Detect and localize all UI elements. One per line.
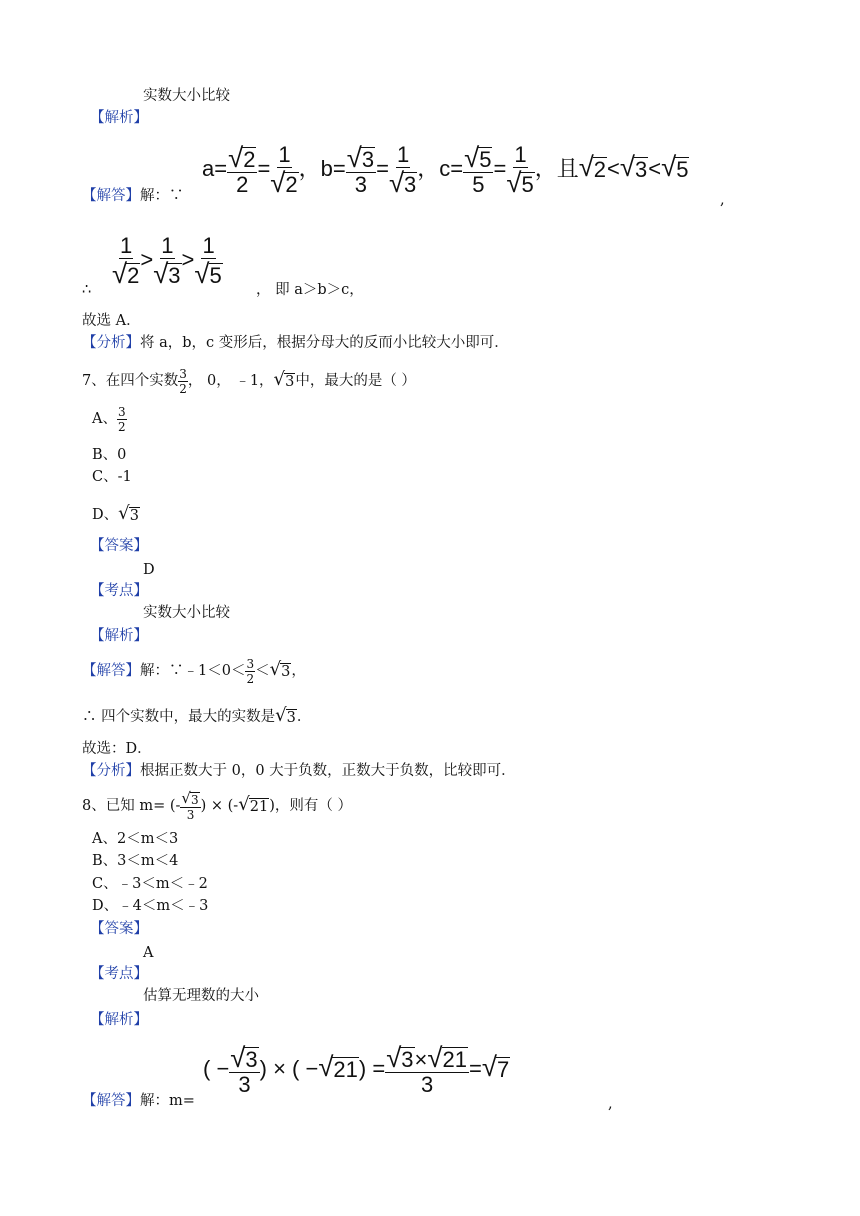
trailing-comma-8: , [608,1096,613,1112]
q7-option-a: A、 $\frac{3}{2}$ [92,404,126,434]
answer-7: D [143,562,155,578]
q8-stem: 8、已知 m= (- √ 3 3 ) × (- √ 21 )，则有（ ） [82,789,352,822]
trailing-comma-6: , [720,192,725,208]
jiexi-tag-6: 【解析】 [90,110,148,126]
daan-tag-8: 【答案】 [90,921,148,937]
jiexi-tag-8: 【解析】 [90,1012,148,1028]
c-label: ，c= [417,156,464,181]
q7-jieda: 【解答】解：∵﹣1＜0＜ $\frac{3}{2}$ ＜ √ 3 ， [82,656,306,686]
kaodian-text-7: 实数大小比较 [143,605,230,621]
guxuan-6: 故选 A． [82,313,141,329]
ji-text-6: ， 即 a＞b＞c， [256,282,364,298]
q8-option-d: D、﹣4＜m＜﹣3 [92,898,209,914]
fenxi-line-6 [82,333,509,353]
fenxi-tag-6: 【分析】 [82,335,140,351]
daan-tag-7: 【答案】 [90,538,148,554]
fenxi-text-6: 将 a，b，c 变形后，根据分母大的反而小比较大小即可． [140,335,509,351]
q7-option-b: B、0 [92,447,127,463]
formula-reciprocals: 1 √ 2 > 1 √ 3 > 1 √ 5 [112,232,222,289]
kaodian-text-6: 实数大小比较 [143,88,230,104]
therefore-6: ∴ [82,282,92,298]
formula-m: ( − √ 3 3 ) × ( − √ 21 ) = √ 3 × √ 21 3 = √ 7 [203,1041,510,1098]
kaodian-tag-7: 【考点】 [90,583,148,599]
q7-stem: 7、在四个实数 $\frac{3}{2}$ ， 0， ﹣1， √ 3 中，最大的是（ ） [82,366,416,396]
kaodian-tag-8: 【考点】 [90,966,148,982]
answer-8: A [143,945,154,961]
kaodian-text-8: 估算无理数的大小 [143,988,259,1004]
q7-option-d: D、 √ 3 [92,503,139,524]
q8-option-b: B、3＜m＜4 [92,853,179,869]
q7-option-c: C、-1 [92,469,132,485]
fenxi-line-7: 【分析】根据正数大于 0，0 大于负数，正数大于负数，比较即可． [82,763,516,779]
jieda-tag-6: 【解答】 [82,188,140,204]
q8-option-a: A、2＜m＜3 [92,831,179,847]
b-label: ，b= [298,156,346,181]
q8-option-c: C、﹣3＜m＜﹣2 [92,876,208,892]
q7-therefore: ∴ 四个实数中，最大的实数是 √ 3 ． [82,705,312,726]
formula-abc: a= √ 2 2 = 1 √ 2 ，b= √ 3 3 = 1 √ 3 ，c= √ 5 5 = 1 √ 5 ，且 √ 2 < √ 3 < √ 5 [202,141,689,198]
jieda-line-6 [82,186,184,206]
jieda-intro-6: 解：∵ [140,188,184,204]
q8-jieda: 【解答】解：m= [82,1093,195,1109]
jiexi-tag-7: 【解析】 [90,628,148,644]
a-label: a= [202,156,228,181]
guxuan-7: 故选：D． [82,741,152,757]
